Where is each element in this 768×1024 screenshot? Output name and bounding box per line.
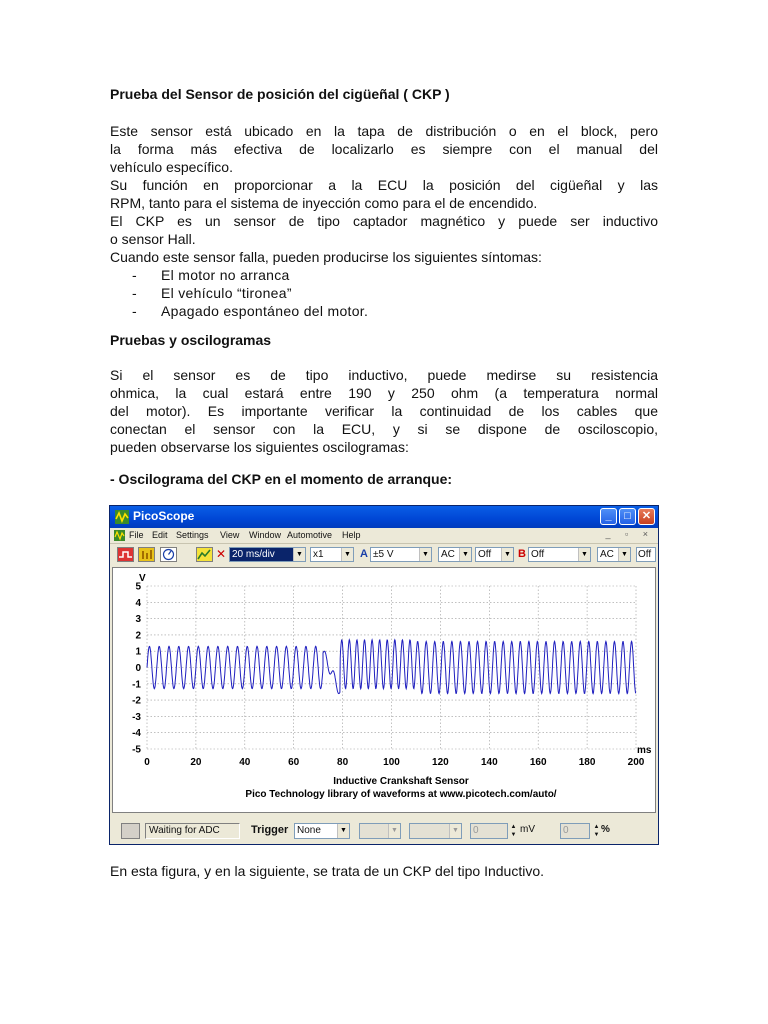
status-bar: [110, 816, 658, 844]
scope-mode-icon: [118, 548, 133, 561]
intro-line: vehículo específico.: [110, 159, 233, 175]
timebase-select[interactable]: [229, 547, 306, 562]
x-tick-label: 160: [529, 757, 547, 768]
trigger-edge-select[interactable]: [409, 823, 462, 839]
y-tick-label: 3: [135, 614, 141, 626]
chevron-down-icon: ▼: [459, 548, 471, 561]
figure-caption: En esta figura, y en la siguiente, se trata de un CKP del tipo Inductivo.: [110, 863, 545, 879]
mdi-controls[interactable]: _ ▫ ×: [605, 529, 654, 539]
intro-paragraph: [110, 122, 658, 320]
symptom-list-item: - El vehículo “tironea”: [132, 285, 292, 301]
status-text: Waiting for ADC: [145, 823, 240, 839]
channel-a-filter-select[interactable]: [475, 547, 514, 562]
chevron-down-icon: ▼: [419, 548, 431, 561]
app-menu-icon[interactable]: [114, 530, 125, 541]
channel-b-range-select[interactable]: [528, 547, 591, 562]
test-paragraph: [110, 366, 658, 456]
multiplier-select[interactable]: [310, 547, 354, 562]
symptom-list-item: - Apagado espontáneo del motor.: [132, 303, 369, 319]
test-line: pueden observarse los siguientes oscilogramas:: [110, 439, 409, 455]
intro-line: Este sensor está ubicado en la tapa de distribución o en el block, pero: [110, 123, 658, 139]
y-tick-label: 0: [135, 663, 141, 674]
chevron-down-icon: ▼: [578, 548, 590, 561]
timebase-value: 20 ms/div: [232, 549, 275, 560]
trigger-label: Trigger: [251, 824, 289, 836]
menu-settings[interactable]: Settings: [176, 530, 209, 540]
x-axis-label: ms: [637, 745, 652, 756]
channel-a-range-select[interactable]: [370, 547, 432, 562]
y-tick-label: 5: [135, 581, 141, 593]
maximize-icon: □: [624, 510, 631, 522]
x-tick-label: 140: [480, 757, 498, 768]
channel-b-coupling-value: AC: [600, 549, 614, 560]
y-tick-label: 2: [135, 630, 141, 642]
multiplier-value: x1: [313, 549, 324, 560]
intro-line: la forma más efectiva de localizarlo es siempre con el manual del: [110, 141, 658, 157]
close-x-icon[interactable]: ✕: [216, 547, 227, 561]
x-tick-label: 40: [239, 757, 251, 768]
x-tick-label: 100: [383, 757, 400, 768]
channel-a-filter-value: Off: [478, 549, 492, 560]
menu-edit[interactable]: Edit: [152, 530, 168, 540]
channel-a-label: A: [360, 548, 368, 560]
maximize-button[interactable]: [619, 508, 636, 525]
x-tick-label: 60: [288, 757, 300, 768]
test-line: conectan el sensor con la ECU, y si se dispone de osciloscopio,: [110, 421, 658, 437]
chevron-down-icon: ▼: [293, 548, 305, 561]
document-title: Prueba del Sensor de posición del cigüeñal ( CKP ): [110, 86, 450, 102]
chevron-down-icon: ▼: [618, 548, 630, 561]
y-tick-label: 1: [135, 646, 141, 658]
test-line: ohmica, la cual estará entre 190 y 250 ohm (a temperatura normal: [110, 385, 658, 401]
trigger-mode-select[interactable]: [294, 823, 350, 839]
x-tick-label: 200: [627, 757, 645, 768]
intro-line: RPM, tanto para el sistema de inyección como para el de encendido.: [110, 195, 538, 211]
title-bar[interactable]: [110, 506, 658, 528]
trigger-level-input[interactable]: [470, 823, 508, 839]
close-icon: ✕: [641, 510, 652, 522]
trigger-level-value: 0: [473, 825, 479, 836]
level-spinner-icon[interactable]: ▲ ▼: [510, 824, 517, 838]
gauge-icon: [161, 548, 176, 561]
trigger-delay-value: 0: [563, 825, 569, 836]
x-tick-label: 120: [432, 757, 449, 768]
chart-title: Inductive Crankshaft Sensor: [333, 776, 469, 787]
symptom-list-item: - El motor no arranca: [132, 267, 290, 283]
menu-automotive[interactable]: Automotive: [287, 530, 333, 540]
menu-bar: [110, 528, 658, 544]
menu-window[interactable]: Window: [249, 530, 282, 540]
y-tick-label: 4: [135, 597, 141, 609]
x-tick-label: 80: [337, 757, 349, 768]
picoscope-logo-icon: [115, 510, 129, 524]
gauge-button[interactable]: [160, 547, 177, 562]
chevron-down-icon: ▼: [449, 824, 461, 838]
channel-b-range-value: Off: [531, 549, 545, 560]
delay-spinner-icon[interactable]: ▲ ▼: [593, 824, 600, 838]
minimize-button[interactable]: [600, 508, 617, 525]
channel-b-label: B: [518, 548, 526, 560]
intro-line: o sensor Hall.: [110, 231, 196, 247]
channel-b-coupling-select[interactable]: [597, 547, 631, 562]
chart-subtitle: Pico Technology library of waveforms at www.picotech.com/auto/: [245, 789, 557, 800]
scope-mode-button[interactable]: [117, 547, 134, 562]
figure-heading: - Oscilograma del CKP en el momento de arranque:: [110, 471, 453, 487]
y-axis-label: V: [139, 573, 146, 584]
meter-mode-icon: [139, 548, 154, 561]
channel-b-filter-value: Off: [638, 549, 652, 560]
trigger-mode-value: None: [297, 825, 321, 836]
y-tick-label: -5: [132, 744, 141, 756]
intro-line: Su función en proporcionar a la ECU la posición del cigüeñal y las: [110, 177, 658, 193]
section-title: Pruebas y oscilogramas: [110, 332, 272, 348]
picoscope-window: [109, 505, 659, 845]
chevron-down-icon: ▼: [501, 548, 513, 561]
trigger-delay-input[interactable]: [560, 823, 590, 839]
channel-a-range-value: ±5 V: [373, 549, 394, 560]
window-title: PicoScope: [133, 509, 195, 523]
channel-a-coupling-select[interactable]: [438, 547, 472, 562]
x-tick-label: 180: [578, 757, 596, 768]
y-tick-label: -4: [132, 728, 141, 740]
intro-line: Cuando este sensor falla, pueden producirse los siguientes síntomas:: [110, 249, 542, 265]
menu-file[interactable]: File: [129, 530, 144, 540]
channel-a-coupling-value: AC: [441, 549, 455, 560]
close-button[interactable]: [638, 508, 655, 525]
lightning-icon: [197, 548, 212, 561]
test-line: Si el sensor es de tipo inductivo, puede medirse su resistencia: [110, 367, 658, 383]
y-tick-label: -3: [132, 711, 141, 723]
test-line: del motor). Es importante verificar la continuidad de los cables que: [110, 403, 658, 419]
trigger-button[interactable]: [196, 547, 213, 562]
menu-view[interactable]: View: [220, 530, 240, 540]
chevron-down-icon: ▼: [388, 824, 400, 838]
trigger-channel-select[interactable]: [359, 823, 401, 839]
x-tick-label: 20: [190, 757, 202, 768]
chevron-down-icon: ▼: [337, 824, 349, 838]
y-tick-label: -2: [132, 695, 141, 707]
y-tick-label: -1: [132, 679, 141, 691]
toolbar: [110, 544, 658, 566]
meter-mode-button[interactable]: [138, 547, 155, 562]
chevron-down-icon: ▼: [341, 548, 353, 561]
menu-help[interactable]: Help: [342, 530, 361, 540]
channel-b-filter-select[interactable]: [636, 547, 656, 562]
run-stop-button[interactable]: [121, 823, 140, 839]
x-tick-label: 0: [144, 757, 150, 768]
minimize-icon: _: [605, 510, 612, 522]
delay-unit: %: [601, 824, 610, 835]
oscillogram-chart: [113, 568, 655, 812]
scope-plot-area[interactable]: [112, 567, 656, 813]
level-unit: mV: [520, 824, 535, 835]
intro-line: El CKP es un sensor de tipo captador magnético y puede ser inductivo: [110, 213, 658, 229]
